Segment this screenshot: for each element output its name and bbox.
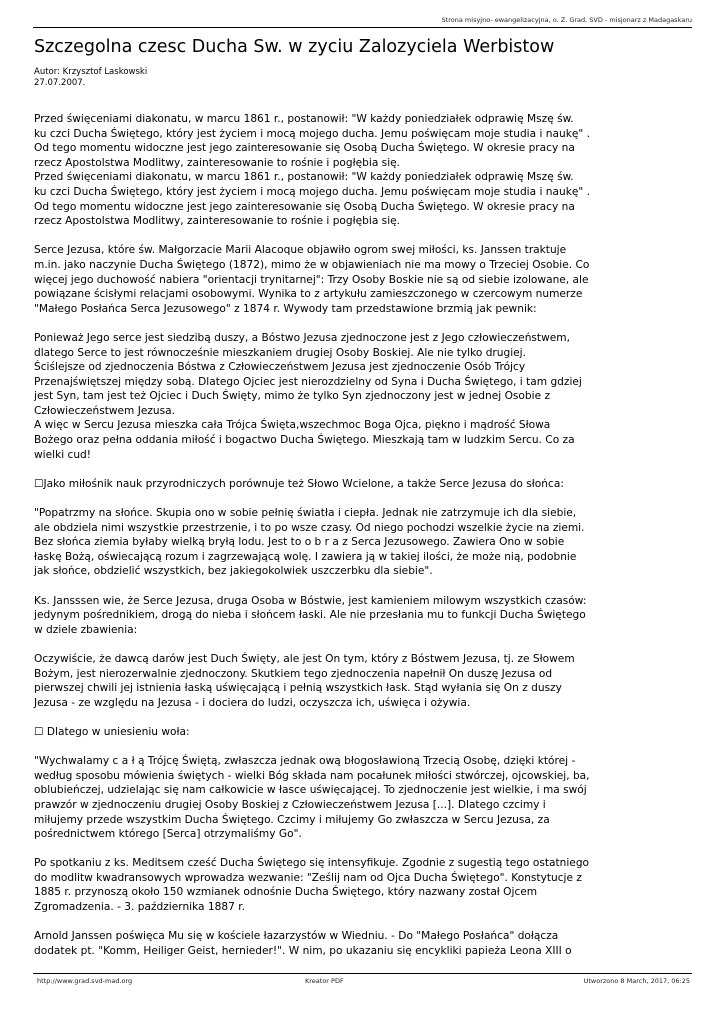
paragraph-line: prawzór w zjednoczeniu drugiej Osoby Boskiej z Człowieczeństwem Jezusa [...]. Dlatego czcimy i [34, 798, 546, 811]
paragraph-line: Jezusa - ze względu na Jezusa - i dociera do ludzi, oczyszcza ich, uświęca i ożywia. [34, 696, 471, 709]
paragraph-line: "Wychwalamy c a ł ą Trójcę Świętą, zwłaszcza jednak ową błogosławioną Trzecią Osobę, dzięki której - [34, 755, 576, 768]
paragraph-line: dlatego Serce to jest równocześnie mieszkaniem drugiej Osoby Boskiej. Ale nie tylko drugiej. [34, 346, 526, 359]
paragraph-line: pierwszej chwili jej istnienia łaską uświęcającą i pełnią wszystkich łask. Stąd wyłania się On z duszy [34, 682, 562, 695]
article-title: Szczegolna czesc Ducha Sw. w zyciu Zalozyciela Werbistow [34, 37, 555, 57]
body-paragraph [34, 754, 690, 842]
body-paragraph [34, 477, 690, 492]
paragraph-line: jest Syn, tam jest też Ojciec i Duch Święty, mimo że tylko Syn zjednoczony jest w jednej Osobie z [34, 390, 551, 403]
paragraph-line: Oczywiście, że dawcą darów jest Duch Święty, ale jest On tym, który z Bóstwem Jezusa, tj. ze Słowem [34, 652, 575, 665]
paragraph-line: Bez słońca ziemia byłaby wielką bryłą lodu. Jest to o b r a z Serca Jezusowego. Zawiera Ono w sobie [34, 536, 565, 549]
paragraph-line: ale obdziela nimi wszystkie przestrzenie, i to po wsze czasy. Od niego pochodzi wszelkie życie na ziemi. [34, 521, 585, 534]
paragraph-line: według sposobu mówienia świętych - wielki Bóg składa nam pocałunek miłości stwórczej, ojcowskiej, ba, [34, 769, 590, 782]
paragraph-line: Serce Jezusa, które św. Małgorzacie Marii Alacoque objawiło ogrom swej miłości, ks. Janssen traktuje [34, 244, 567, 257]
paragraph-line: w dziele zbawienia: [34, 623, 138, 636]
page-footer [33, 973, 692, 987]
paragraph-line: dodatek pt. "Komm, Heiliger Geist, hernieder!". W nim, po ukazaniu się encykliki papieża Leona XIII o [34, 944, 572, 957]
paragraph-line: jak słońce, obdzielić wszystkich, bez jakiegokolwiek uszczerbku dla siebie". [34, 565, 433, 578]
paragraph-line: jedynym pośrednikiem, drogą do nieba i słońcem łaski. Ale nie przesłania mu to funkcji Ducha Świętego [34, 609, 586, 622]
paragraph-line: Ściślejsze od zjednoczenia Bóstwa z Człowieczeństwem Jezusa jest zjednoczenie Osób Trójcy [34, 361, 526, 374]
article-meta [34, 67, 147, 89]
paragraph-line: Przed święceniami diakonatu, w marcu 1861 r., postanowił: "W każdy poniedziałek odprawię Mszę św. [34, 171, 574, 184]
paragraph-line: Od tego momentu widoczne jest jego zainteresowanie się Osobą Ducha Świętego. W okresie pracy na [34, 200, 575, 213]
paragraph-line: rzecz Apostolstwa Modlitwy, zainteresowanie to rośnie i pogłębia się. [34, 215, 401, 228]
date-line: 27.07.2007. [34, 78, 86, 88]
body-paragraph [34, 331, 690, 462]
paragraph-line: "Popatrzmy na słońce. Skupia ono w sobie pełnię światła i ciepła. Jednak nie zatrzymuje ich dla siebie, [34, 507, 577, 520]
paragraph-line: Po spotkaniu z ks. Meditsem cześć Ducha Świętego się intensyfikuje. Zgodnie z sugestią tego ostatniego [34, 857, 590, 870]
body-paragraph [34, 856, 690, 914]
footer-url-link[interactable]: http://www.grad.svd-mad.org [37, 977, 133, 985]
author-line: Autor: Krzysztof Laskowski [34, 67, 148, 77]
paragraph-line: pośrednictwem którego [Serca] otrzymaliśmy Go". [34, 828, 302, 841]
paragraph-line: miłujemy przede wszystkim Ducha Świętego. Czcimy i miłujemy Go zwłaszcza w Sercu Jezusa, za [34, 813, 550, 826]
body-paragraph [34, 929, 690, 958]
paragraph-line: Przenajświętszej między sobą. Dlatego Ojciec jest nierozdzielny od Syna i Ducha Świętego, i tam gdziej [34, 375, 582, 388]
paragraph-line: Bożym, jest nierozerwalnie zjednoczony. Skutkiem tego zjednoczenia napełnił On duszę Jezusa od [34, 667, 553, 680]
paragraph-line: Zgromadzenia. - 3. października 1887 r. [34, 901, 245, 914]
body-paragraph [34, 725, 690, 740]
paragraph-line: powiązane ścisłymi relacjami osobowymi. Wynika to z artykułu zamieszczonego w czercowym numerze [34, 288, 583, 301]
paragraph-line: oblubieńczej, udzielając się nam całkowicie w łasce uświęcającej. To zjednoczenie jest wielkie, i ma swój [34, 784, 587, 797]
paragraph-line: rzecz Apostolstwa Modlitwy, zainteresowanie to rośnie i pogłębia się. [34, 156, 401, 169]
body-paragraph [34, 652, 690, 710]
paragraph-line: Bożego oraz pełna oddania miłość i bogactwo Ducha Świętego. Mieszkają tam w ludzkim Sercu. Co za [34, 434, 575, 447]
site-header-text: Strona misyjno- ewangelizacyjna, o. Z. Grad, SVD - misjonarz z Madagaskaru [441, 16, 692, 24]
paragraph-line: ☐ Dlatego w uniesieniu woła: [34, 725, 190, 738]
paragraph-line: A więc w Sercu Jezusa mieszka cała Trójca Święta,wszechmoc Boga Ojca, piękno i mądrość Słowa [34, 419, 551, 432]
body-paragraph [34, 594, 690, 638]
body-paragraph [34, 243, 690, 316]
paragraph-line: 1885 r. przynoszą około 150 wzmianek odnośnie Ducha Świętego, który nazwany został Ojcem [34, 886, 538, 899]
paragraph-line: łaskę Bożą, oświecającą rozum i zagrzewającą wolę. I zawiera ją w takiej ilości, że może nią, podobnie [34, 550, 577, 563]
paragraph-line: do modlitw kwadransowych wprowadza wezwanie: "Ześlij nam od Ojca Ducha Świętego". Konstytucje z [34, 871, 582, 884]
footer-created-date: Utworzono 8 March, 2017, 06:25 [583, 977, 690, 985]
paragraph-line: ku czci Ducha Świętego, który jest życiem i mocą mojego ducha. Jemu poświęcam moje studia i naukę" . [34, 185, 590, 198]
paragraph-line: ku czci Ducha Świętego, który jest życiem i mocą mojego ducha. Jemu poświęcam moje studia i naukę" . [34, 127, 590, 140]
paragraph-line: wielki cud! [34, 448, 92, 461]
paragraph-line: Ks. Jansssen wie, że Serce Jezusa, druga Osoba w Bóstwie, jest kamieniem milowym wszystkich czasów: [34, 594, 587, 607]
article-body [34, 112, 690, 973]
paragraph-line: Arnold Janssen poświęca Mu się w kościele łazarzystów w Wiedniu. - Do "Małego Posłańca" dołącza [34, 930, 559, 943]
body-paragraph [34, 112, 690, 229]
paragraph-line: więcej jego duchowość nabiera "orientacji trynitarnej": Trzy Osoby Boskie nie są od siebie izolowane, ale [34, 273, 589, 286]
paragraph-line: "Małego Posłańca Serca Jezusowego" z 1874 r. Wywody tam przedstawione brzmią jak pewnik: [34, 302, 537, 315]
paragraph-line: Ponieważ Jego serce jest siedzibą duszy, a Bóstwo Jezusa zjednoczone jest z Jego człowieczeństwem, [34, 331, 570, 344]
paragraph-line: Przed święceniami diakonatu, w marcu 1861 r., postanowił: "W każdy poniedziałek odprawię Mszę św. [34, 113, 574, 125]
paragraph-line: ☐Jako miłośnik nauk przyrodniczych porównuje też Słowo Wcielone, a także Serce Jezusa do słońca: [34, 477, 564, 490]
body-paragraph [34, 506, 690, 579]
paragraph-line: Od tego momentu widoczne jest jego zainteresowanie się Osobą Ducha Świętego. W okresie pracy na [34, 142, 575, 155]
paragraph-line: m.in. jako naczynie Ducha Świętego (1872), mimo że w objawieniach nie ma mowy o Trzeciej Osobie. Co [34, 258, 590, 271]
page-header [33, 16, 692, 28]
paragraph-line: Człowieczeństwem Jezusa. [34, 404, 176, 417]
footer-generator: Kreator PDF [305, 977, 344, 985]
